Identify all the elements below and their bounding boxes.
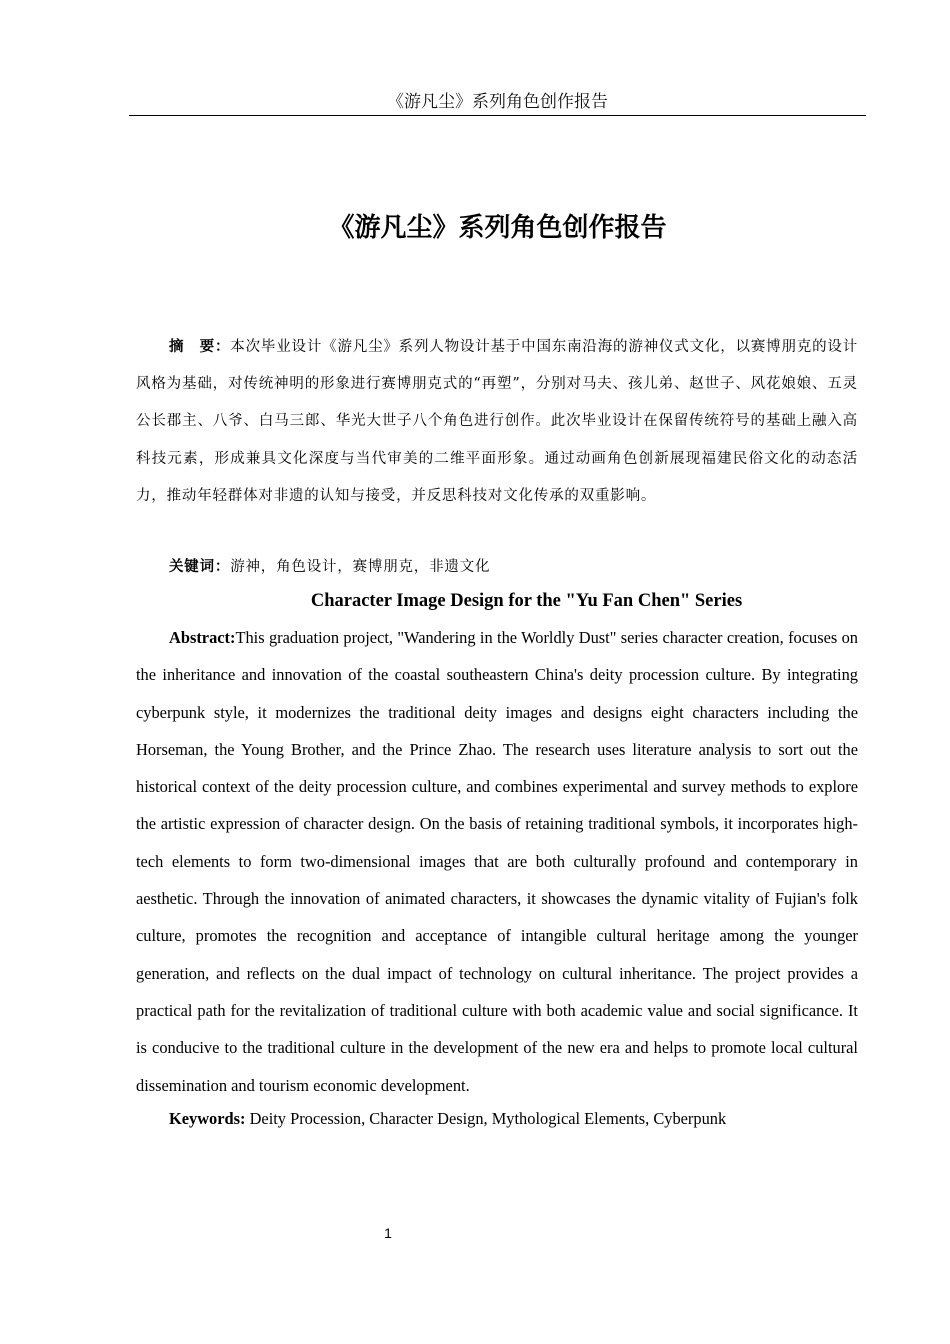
chinese-keywords-label: 关键词： <box>169 558 231 575</box>
english-title: Character Image Design for the "Yu Fan Chen" Series <box>310 591 743 611</box>
chinese-keywords <box>136 550 858 584</box>
english-keywords-text: Deity Procession, Character Design, Mythological Elements, Cyberpunk <box>245 1109 727 1128</box>
header-rule <box>129 115 866 116</box>
english-keywords-label: Keywords: <box>169 1109 246 1128</box>
english-abstract-text: This graduation project, "Wandering in the Worldly Dust" series character creation, focuses on the inheritance and innovation of the coastal southeastern China's deity procession culture. By integrating cyberpunk style, it modernizes the traditional deity images and designs eight characters including the Horseman, the Young Brother, and the Prince Zhao. The research uses literature analysis to sort out the historical context of the deity procession culture, and combines experimental and survey methods to explore the artistic expression of character design. On the basis of retaining traditional symbols, it incorporates high-tech elements to form two-dimensional images that are both culturally profound and contemporary in aesthetic. Through the innovation of animated characters, it showcases the dynamic vitality of Fujian's folk culture, promotes the recognition and acceptance of intangible cultural heritage among the younger generation, and reflects on the dual impact of technology on cultural inheritance. The project provides a practical path for the revitalization of traditional culture with both academic value and social significance. It is conducive to the traditional culture in the development of the new era and helps to promote local cultural dissemination and tourism economic development. <box>136 628 858 1095</box>
chinese-abstract-label: 摘 要： <box>169 338 231 355</box>
english-keywords <box>136 1104 858 1134</box>
page-number: 1 <box>384 1225 392 1241</box>
running-header: 《游凡尘》系列角色创作报告 <box>387 92 608 112</box>
chinese-keywords-text: 游神，角色设计，赛博朋克，非遗文化 <box>230 559 491 575</box>
page-title: 《游凡尘》系列角色创作报告 <box>328 213 667 243</box>
english-abstract-label: Abstract: <box>169 628 236 647</box>
chinese-abstract-text: 本次毕业设计《游凡尘》系列人物设计基于中国东南沿海的游神仪式文化，以赛博朋克的设计风格为基础，对传统神明的形象进行赛博朋克式的“再塑”，分别对马夫、孩儿弟、赵世子、风花娘娘、五灵公长郡主、八爷、白马三郎、华光大世子八个角色进行创作。此次毕业设计在保留传统符号的基础上融入高科技元素，形成兼具文化深度与当代审美的二维平面形象。通过动画角色创新展现福建民俗文化的动态活力，推动年轻群体对非遗的认知与接受，并反思科技对文化传承的双重影响。 <box>136 339 859 504</box>
english-abstract <box>136 619 858 1104</box>
chinese-abstract <box>136 328 858 515</box>
